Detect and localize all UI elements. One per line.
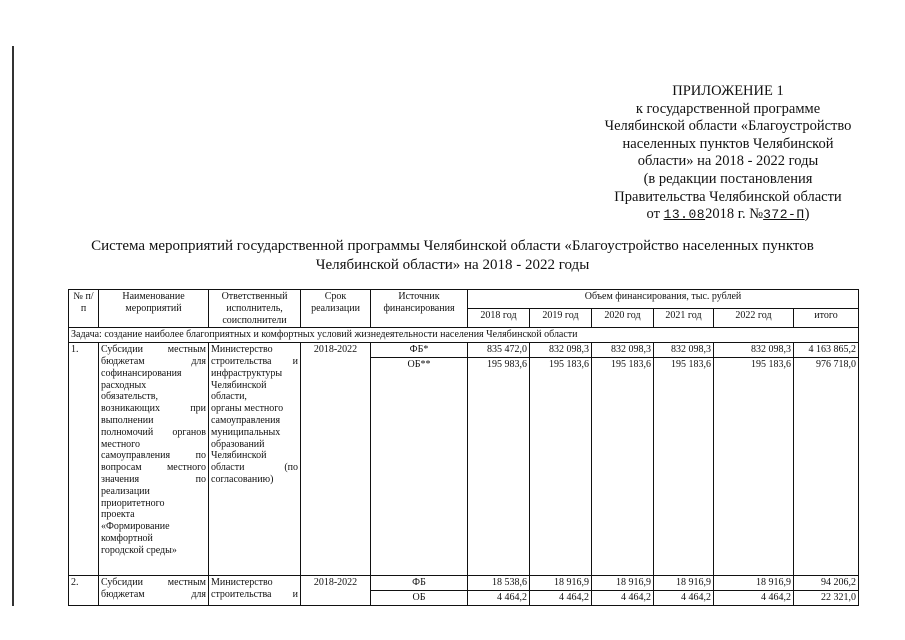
value-cell: 195 183,6	[714, 357, 794, 575]
executor-line: Министерство	[211, 576, 273, 588]
task-row	[69, 328, 859, 343]
header-year: 2019 год	[530, 309, 592, 328]
row-source: ОБ	[371, 590, 468, 605]
executor-line: области (по	[211, 462, 298, 474]
value-cell: 18 916,9	[592, 575, 654, 590]
name-line: бюджетам для	[101, 588, 206, 600]
name-line: полномочий органов	[101, 426, 206, 438]
executor-line: строительства и	[211, 355, 298, 367]
value-cell: 195 983,6	[468, 357, 530, 575]
total-cell: 94 206,2	[794, 575, 859, 590]
appendix-line: населенных пунктов Челябинской	[622, 135, 834, 152]
header-year: 2022 год	[714, 309, 794, 328]
name-line: выполнении	[101, 414, 154, 426]
header-source: Источник финансирования	[371, 290, 468, 328]
executor-line: муниципальных	[211, 426, 281, 438]
row-source: ФБ*	[371, 343, 468, 358]
name-line: вопросам местного	[101, 462, 206, 474]
header-year: 2020 год	[592, 309, 654, 328]
title-line-1: Система мероприятий государственной программы Челябинской области «Благоустройство населенных пунктов	[91, 238, 814, 254]
name-line: самоуправления по	[101, 450, 206, 462]
name-line: софинансирования	[101, 367, 182, 379]
value-cell: 18 916,9	[714, 575, 794, 590]
row-term: 2018-2022	[301, 575, 371, 605]
value-cell: 18 916,9	[654, 575, 714, 590]
row-num: 1.	[69, 343, 99, 576]
value-cell: 4 464,2	[530, 590, 592, 605]
value-cell: 195 183,6	[530, 357, 592, 575]
name-line: обязательств,	[101, 391, 158, 403]
value-cell: 18 538,6	[468, 575, 530, 590]
value-cell: 835 472,0	[468, 343, 530, 358]
handwritten-date: 13.08	[663, 207, 706, 223]
row-source: ФБ	[371, 575, 468, 590]
value-cell: 4 464,2	[592, 590, 654, 605]
value-cell: 195 183,6	[654, 357, 714, 575]
page-edge-line	[12, 46, 14, 606]
name-line: значения по	[101, 473, 206, 485]
total-cell: 22 321,0	[794, 590, 859, 605]
appendix-date-line	[588, 206, 868, 224]
value-cell: 832 098,3	[530, 343, 592, 358]
name-line: городской среды»	[101, 544, 177, 556]
executor-line: Челябинской	[211, 450, 267, 462]
table-row	[69, 575, 859, 590]
row-name	[99, 575, 209, 605]
row-name	[99, 343, 209, 576]
total-cell: 976 718,0	[794, 357, 859, 575]
header-name: Наименование мероприятий	[99, 290, 209, 328]
executor-line: самоуправления	[211, 414, 281, 426]
value-cell: 4 464,2	[468, 590, 530, 605]
row-source: ОБ**	[371, 357, 468, 575]
value-cell: 195 183,6	[592, 357, 654, 575]
task-cell: Задача: создание наиболее благоприятных и комфортных условий жизнедеятельности населения Челябинской области	[69, 328, 859, 343]
name-line: бюджетам для	[101, 355, 206, 367]
header-total: итого	[794, 309, 859, 328]
row-executor	[209, 343, 301, 576]
value-cell: 18 916,9	[530, 575, 592, 590]
name-line: Субсидии местным	[101, 576, 206, 588]
value-cell: 4 464,2	[654, 590, 714, 605]
header-term: Срок реализации	[301, 290, 371, 328]
executor-line: образований	[211, 438, 265, 450]
header-year: 2018 год	[468, 309, 530, 328]
appendix-line: ПРИЛОЖЕНИЕ 1	[672, 83, 784, 99]
name-line: комфортной	[101, 532, 153, 544]
executor-line: согласованию)	[211, 473, 274, 485]
header-year: 2021 год	[654, 309, 714, 328]
appendix-header	[588, 83, 868, 224]
header-executor: Ответственный исполнитель, соисполнители	[209, 290, 301, 328]
appendix-line: Правительства Челябинской области	[614, 188, 842, 205]
name-line: «Формирование	[101, 521, 170, 533]
table-row	[69, 343, 859, 358]
header-funding: Объем финансирования, тыс. рублей	[468, 290, 859, 309]
executor-line: инфраструктуры	[211, 367, 283, 379]
executor-line: Министерство	[211, 344, 273, 356]
handwritten-number: 372-П	[763, 207, 805, 223]
executor-line: Челябинской	[211, 379, 267, 391]
executor-line: органы местного	[211, 403, 284, 415]
executor-line: области,	[211, 391, 247, 403]
name-line: реализации	[101, 485, 150, 497]
title-line-2: Челябинской области» на 2018 - 2022 годы	[315, 257, 590, 273]
value-cell: 832 098,3	[592, 343, 654, 358]
appendix-line: к государственной программе	[635, 100, 821, 117]
value-cell: 832 098,3	[714, 343, 794, 358]
row-num: 2.	[69, 575, 99, 605]
appendix-line: области» на 2018 - 2022 годы	[637, 153, 819, 170]
name-line: Субсидии местным	[101, 344, 206, 356]
header-num: № п/п	[69, 290, 99, 328]
name-line: приоритетного	[101, 497, 165, 509]
value-cell: 832 098,3	[654, 343, 714, 358]
date-year: 2018 г. №	[705, 206, 764, 223]
appendix-line: (в редакции постановления	[643, 170, 813, 187]
row-executor	[209, 575, 301, 605]
appendix-line: Челябинской области «Благоустройство	[604, 118, 852, 135]
value-cell: 4 464,2	[714, 590, 794, 605]
name-line: расходных	[101, 379, 147, 391]
header-row	[69, 290, 859, 309]
total-cell: 4 163 865,2	[794, 343, 859, 358]
date-prefix: от	[646, 206, 664, 223]
closing-paren: )	[804, 206, 810, 223]
measures-table	[68, 289, 859, 606]
document-title	[80, 237, 825, 275]
name-line: возникающих при	[101, 403, 206, 415]
executor-line: строительства и	[211, 588, 298, 600]
name-line: местного	[101, 438, 141, 450]
row-term: 2018-2022	[301, 343, 371, 576]
name-line: проекта	[101, 509, 135, 521]
